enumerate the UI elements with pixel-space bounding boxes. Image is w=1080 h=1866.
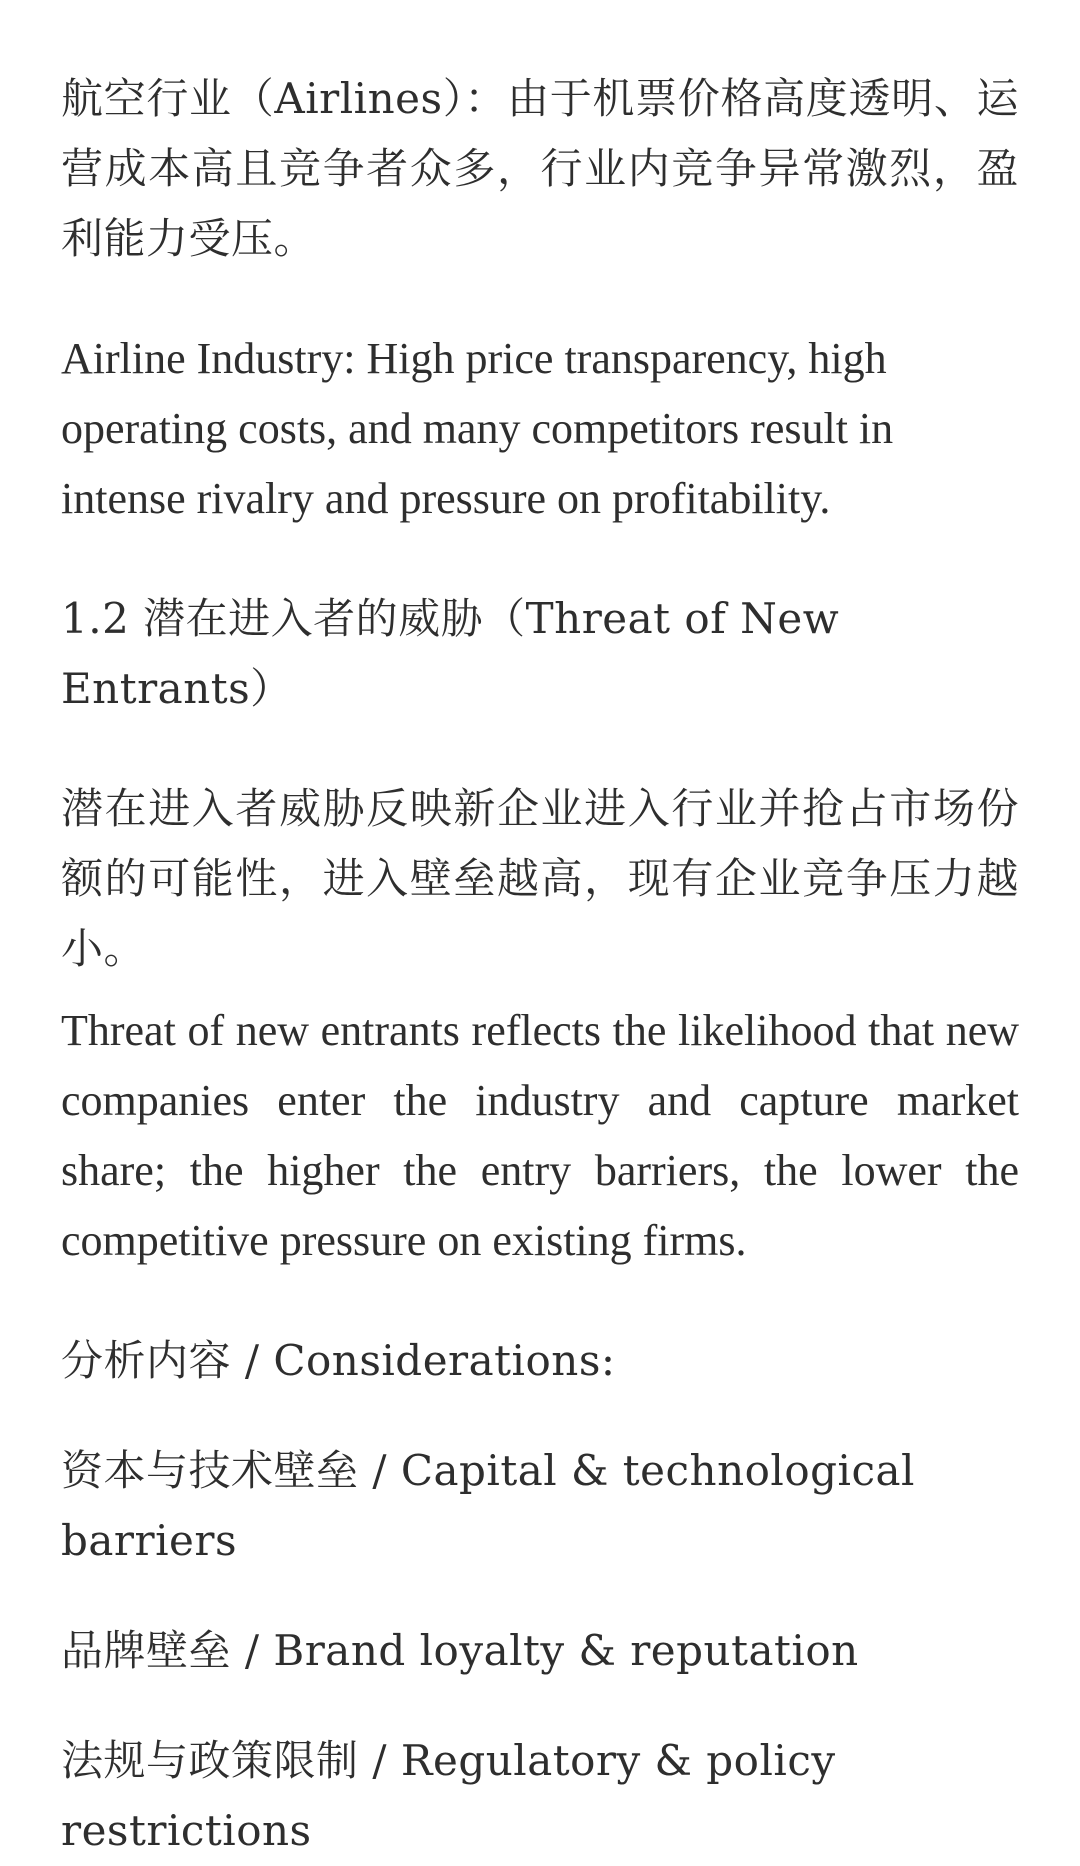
airlines-paragraph-zh: 航空行业（Airlines）：由于机票价格高度透明、运营成本高且竞争者众多，行业内竞争异常激烈，盈利能力受压。: [61, 74, 1019, 263]
section-heading: 1.2 潜在进入者的威胁（Threat of New Entrants）: [61, 594, 840, 713]
threat-paragraph-zh: 潜在进入者威胁反映新企业进入行业并抢占市场份额的可能性，进入壁垒越高，现有企业竞争压力越小。: [61, 784, 1019, 973]
airlines-paragraph-en: Airline Industry: High price transparency, high operating costs, and many competitors result in intense rivalry and pressure on profitability.: [61, 334, 894, 523]
consideration-item: 资本与技术壁垒 / Capital & technological barriers: [61, 1446, 915, 1565]
threat-paragraph-en: Threat of new entrants reflects the likelihood that new companies enter the industry and capture market share; the higher the entry barriers, the lower the competitive pressure on existing firms.: [61, 1006, 1019, 1265]
considerations-label: 分析内容 / Considerations:: [61, 1336, 616, 1385]
consideration-item: 法规与政策限制 / Regulatory & policy restrictions: [61, 1736, 836, 1855]
consideration-item: 品牌壁垒 / Brand loyalty & reputation: [61, 1626, 859, 1675]
document-body: [61, 64, 1019, 1866]
